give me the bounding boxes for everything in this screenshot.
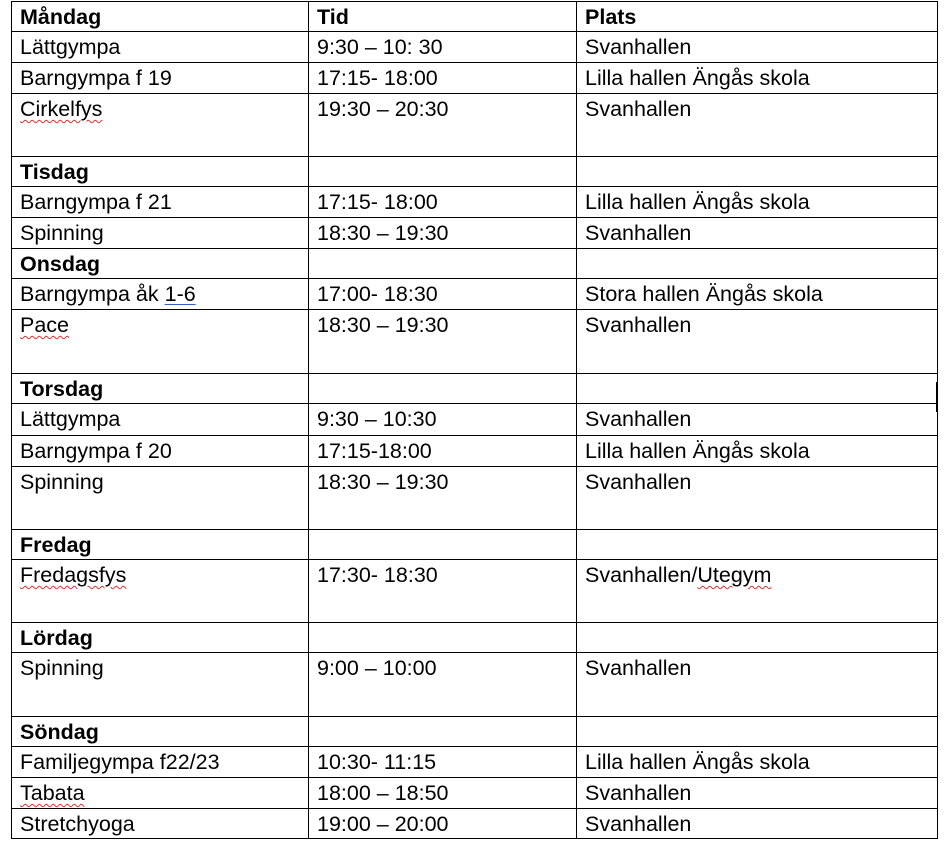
place-cell: Svanhallen [577,778,938,809]
time-cell: 18:30 – 19:30 [309,467,577,530]
time-cell: 18:30 – 19:30 [309,310,577,374]
spelling-flag: Fredagsfys [20,563,127,587]
time-cell [309,530,577,560]
time-cell: 17:00- 18:30 [309,279,577,310]
time-cell [309,249,577,279]
day-row [12,623,938,653]
place-cell: Svanhallen [577,467,938,530]
day-label: Söndag [12,717,309,747]
day-row [12,157,938,187]
day-row [12,249,938,279]
place-cell: Svanhallen [577,94,938,157]
day-label: Onsdag [12,249,309,279]
time-cell: 17:30- 18:30 [309,560,577,623]
header-day: Måndag [12,2,309,32]
table-row [12,279,938,310]
place-cell: Svanhallen [577,653,938,717]
activity-cell: Lättgympa [12,404,309,436]
day-label: Fredag [12,530,309,560]
time-cell [309,374,577,404]
activity-cell: Barngympa f 19 [12,63,309,94]
place-cell: Svanhallen [577,218,938,249]
activity-cell [12,94,309,157]
place-cell: Lilla hallen Ängås skola [577,436,938,467]
activity-cell: Spinning [12,467,309,530]
activity-cell [12,279,309,310]
table-row [12,560,938,623]
table-row [12,32,938,63]
time-cell [309,157,577,187]
header-place: Plats [577,2,938,32]
activity-cell [12,310,309,374]
spelling-flag: Tabata [20,781,85,805]
place-cell: Lilla hallen Ängås skola [577,747,938,778]
spelling-flag: Cirkelfys [20,97,103,121]
activity-cell: Stretchyoga [12,809,309,839]
table-row [12,218,938,249]
time-cell [309,623,577,653]
place-cell [577,623,938,653]
place-cell [577,249,938,279]
place-cell [577,530,938,560]
activity-cell [12,778,309,809]
time-cell: 9:00 – 10:00 [309,653,577,717]
activity-cell: Lättgympa [12,32,309,63]
place-cell [577,560,938,623]
table-row [12,404,938,436]
day-row [12,530,938,560]
time-cell: 17:15- 18:00 [309,187,577,218]
day-label: Lördag [12,623,309,653]
day-label: Tisdag [12,157,309,187]
place-cell: Svanhallen [577,404,938,436]
time-cell: 17:15-18:00 [309,436,577,467]
table-row [12,310,938,374]
header-row [12,2,938,32]
table-row [12,653,938,717]
table-row [12,63,938,94]
grade-range-underlined: 1-6 [164,282,196,306]
place-cell: Lilla hallen Ängås skola [577,63,938,94]
time-cell: 17:15- 18:00 [309,63,577,94]
place-cell: Lilla hallen Ängås skola [577,187,938,218]
activity-cell: Spinning [12,218,309,249]
header-time: Tid [309,2,577,32]
place-cell: Svanhallen [577,809,938,839]
time-cell: 18:00 – 18:50 [309,778,577,809]
day-row [12,717,938,747]
place-cell: Svanhallen [577,32,938,63]
place-cell: Svanhallen [577,310,938,374]
place-cell [577,374,938,404]
activity-cell: Familjegympa f22/23 [12,747,309,778]
activity-cell: Barngympa f 20 [12,436,309,467]
day-row [12,374,938,404]
time-cell: 10:30- 11:15 [309,747,577,778]
schedule-table [11,1,938,839]
table-row [12,747,938,778]
time-cell: 19:00 – 20:00 [309,809,577,839]
place-cell: Stora hallen Ängås skola [577,279,938,310]
table-row [12,436,938,467]
time-cell: 9:30 – 10: 30 [309,32,577,63]
time-cell [309,717,577,747]
table-row [12,467,938,530]
time-cell: 18:30 – 19:30 [309,218,577,249]
table-row [12,778,938,809]
activity-text: Barngympa åk [20,282,165,306]
activity-cell [12,560,309,623]
time-cell: 19:30 – 20:30 [309,94,577,157]
place-cell [577,717,938,747]
place-cell [577,157,938,187]
table-row [12,94,938,157]
table-row [12,187,938,218]
time-cell: 9:30 – 10:30 [309,404,577,436]
day-label: Torsdag [12,374,309,404]
spelling-flag: Utegym [697,563,772,587]
activity-cell: Barngympa f 21 [12,187,309,218]
activity-cell: Spinning [12,653,309,717]
place-text: Svanhallen/ [585,563,698,587]
table-row [12,809,938,839]
spelling-flag: Pace [20,313,70,337]
text-cursor [936,382,937,412]
